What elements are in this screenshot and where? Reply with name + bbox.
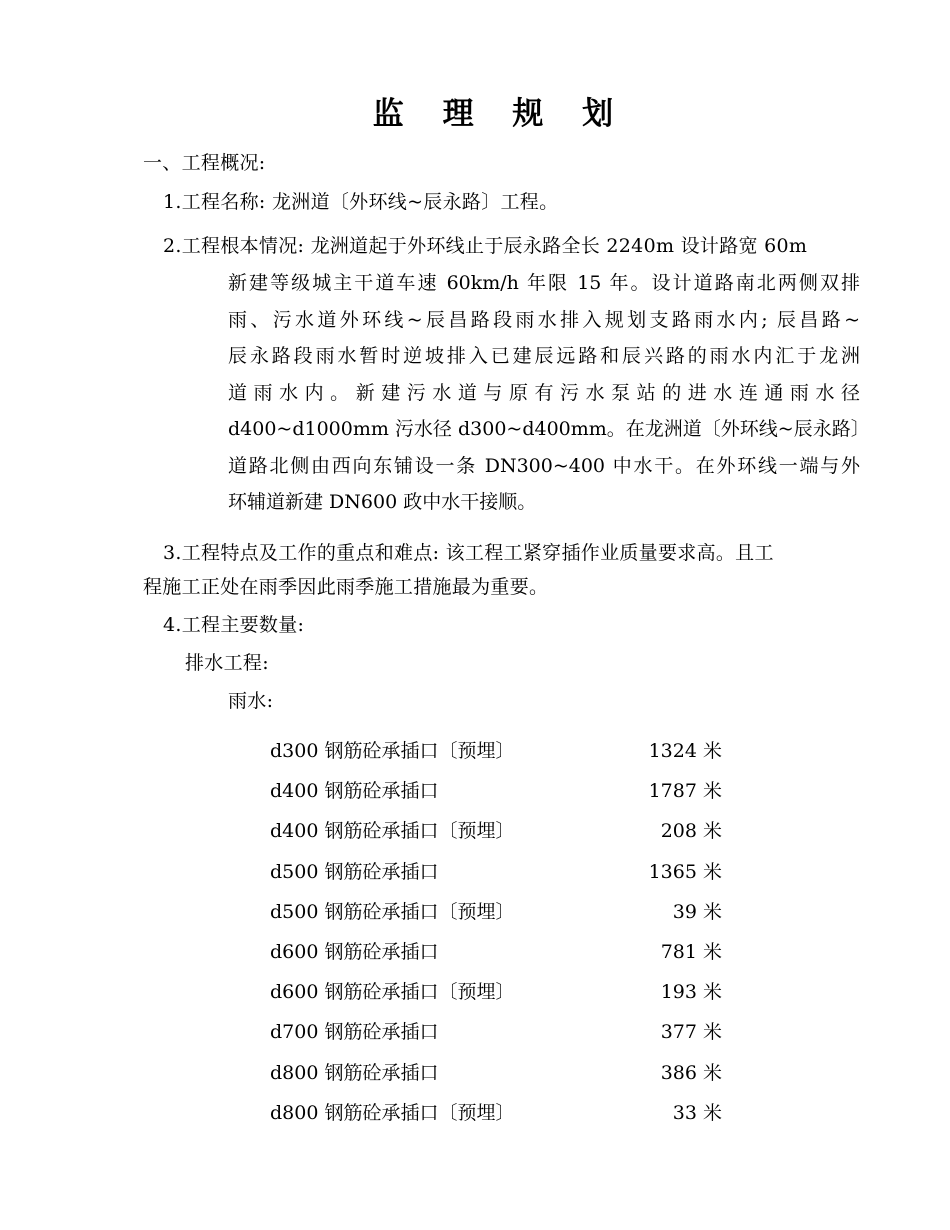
pipe-length: 1324 米 [648,740,722,762]
pipe-name: d600 钢筋砼承插口〔预埋〕 [270,981,515,1004]
pipe-name: d400 钢筋砼承插口〔预埋〕 [270,820,515,843]
pipe-name: d800 钢筋砼承插口〔预埋〕 [270,1101,515,1124]
pipe-name: d400 钢筋砼承插口 [270,780,439,803]
features-head: 3.工程特点及工作的重点和难点: 该工程工紧穿插作业质量要求高。且工 [163,542,774,564]
basic-info-line: d400~d1000mm 污水径 d300~d400mm。在龙洲道〔外环线~辰永路〕 [228,418,870,440]
section-heading: 一、工程概况: [143,152,266,174]
pipe-name: d600 钢筋砼承插口 [270,940,439,963]
quantity-list [270,728,722,1130]
pipe-length: 33 米 [672,1101,722,1124]
quantities-heading: 4.工程主要数量: [163,614,305,636]
pipe-length: 377 米 [660,1021,722,1044]
basic-info-line: 雨、污水道外环线~辰昌路段雨水排入规划支路雨水内; 辰昌路~ [228,308,860,331]
rainwater-heading: 雨水: [228,690,274,712]
quantity-row [270,1050,722,1090]
basic-info-line: 辰永路段雨水暂时逆坡排入已建辰远路和辰兴路的雨水内汇于龙洲 [228,345,860,367]
quantity-row [270,1009,722,1049]
pipe-name: d700 钢筋砼承插口 [270,1021,439,1044]
drainage-heading: 排水工程: [185,652,269,674]
pipe-length: 1365 米 [648,860,722,883]
pipe-length: 39 米 [672,900,722,923]
quantity-row [270,1090,722,1130]
basic-info-body [228,265,870,521]
pipe-length: 781 米 [660,940,722,963]
pipe-length: 193 米 [660,981,722,1004]
basic-info-head: 2.工程根本情况: 龙洲道起于外环线止于辰永路全长 2240m 设计路宽 60m [163,235,808,257]
quantity-row [270,728,722,768]
basic-info-line: 道雨水内。新建污水道与原有污水泵站的进水连通雨水径 [228,381,860,404]
quantity-row [270,768,722,808]
page-title: 监 理 规 划 [372,96,628,132]
basic-info-line: 环辅道新建 DN600 政中水干接顺。 [228,491,537,513]
project-name: 1.工程名称: 龙洲道〔外环线~辰永路〕工程。 [163,191,559,213]
basic-info-line: 新建等级城主干道车速 60km/h 年限 15 年。设计道路南北两侧双排 [228,272,860,294]
quantity-row [270,849,722,889]
basic-info-line: 道路北侧由西向东铺设一条 DN300~400 中水干。在外环线一端与外 [228,454,860,477]
pipe-name: d300 钢筋砼承插口〔预埋〕 [270,740,515,762]
quantity-row [270,808,722,848]
pipe-length: 386 米 [660,1061,722,1084]
pipe-name: d800 钢筋砼承插口 [270,1061,439,1084]
features-tail: 程施工正处在雨季因此雨季施工措施最为重要。 [143,576,549,598]
quantity-row [270,889,722,929]
quantity-row [270,929,722,969]
pipe-length: 1787 米 [648,780,722,803]
pipe-name: d500 钢筋砼承插口 [270,860,439,883]
pipe-length: 208 米 [660,820,722,843]
pipe-name: d500 钢筋砼承插口〔预埋〕 [270,900,515,923]
quantity-row [270,969,722,1009]
